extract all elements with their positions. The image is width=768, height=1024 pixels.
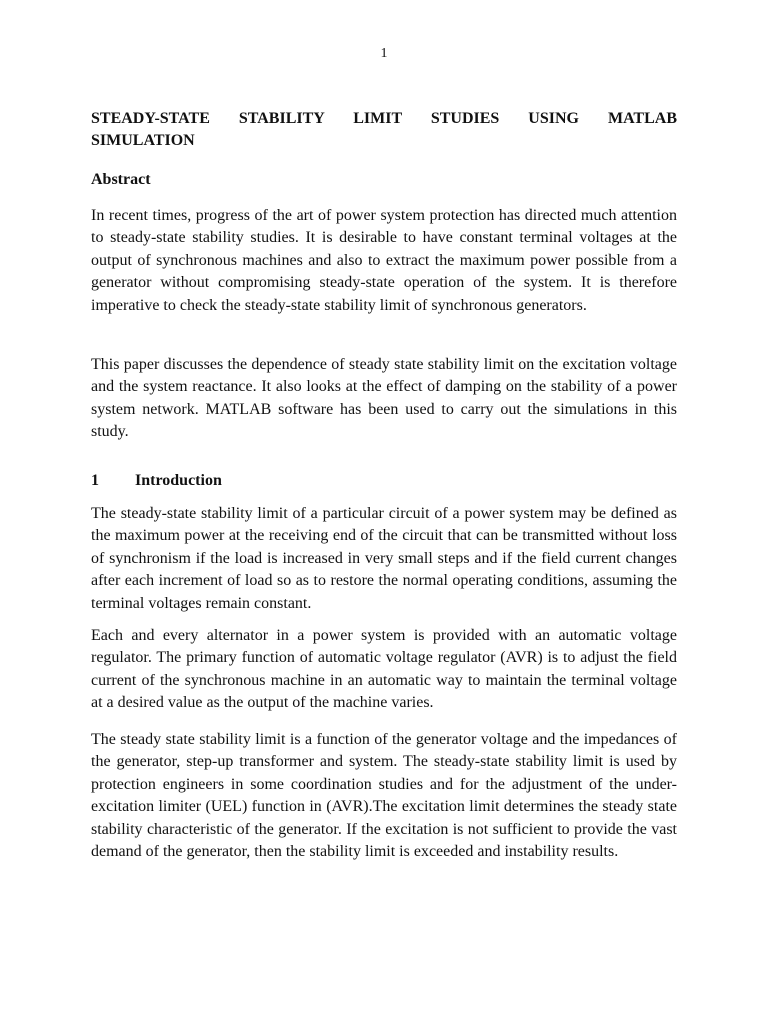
section-number: 1 [91, 472, 99, 489]
paper-title [91, 108, 677, 152]
intro-paragraph-3: The steady state stability limit is a function of the generator voltage and the impedances of the generator, step-up transformer and system. The steady-state stability limit is used by protection engineers in some coordination studies and for the adjustment of the under-excitation limiter (UEL) function in (AVR).The excitation limit determines the steady state stability characteristic of the generator. If the excitation is not sufficient to provide the vast demand of the generator, then the stability limit is exceeded and instability results. [91, 731, 677, 861]
paper-title-line-1: STEADY-STATE STABILITY LIMIT STUDIES USING MATLAB [91, 110, 677, 127]
intro-paragraph-2: Each and every alternator in a power system is provided with an automatic voltage regulator. The primary function of automatic voltage regulator (AVR) is to adjust the field current of the synchronous machine in an automatic way to maintain the terminal voltage at a desired value as the output of the machine varies. [91, 627, 677, 712]
abstract-heading: Abstract [91, 171, 151, 188]
section-heading-introduction [91, 470, 222, 492]
abstract-paragraph-2: This paper discusses the dependence of steady state stability limit on the excitation voltage and the system reactance. It also looks at the effect of damping on the stability of a power system network. MATLAB software has been used to carry out the simulations in this study. [91, 356, 677, 441]
section-title: Introduction [135, 472, 222, 489]
intro-paragraph-1: The steady-state stability limit of a particular circuit of a power system may be defined as the maximum power at the receiving end of the circuit that can be transmitted without loss of synchronism if the load is increased in very small steps and if the field current changes after each increment of load so as to restore the normal operating conditions, assuming the terminal voltages remain constant. [91, 505, 677, 612]
paper-title-line-2: SIMULATION [91, 132, 195, 149]
abstract-paragraph-1: In recent times, progress of the art of power system protection has directed much attention to steady-state stability studies. It is desirable to have constant terminal voltages at the output of synchronous machines and also to extract the maximum power possible from a generator without compromising steady-state operation of the system. It is therefore imperative to check the steady-state stability limit of synchronous generators. [91, 207, 677, 314]
page-number: 1 [380, 46, 388, 61]
